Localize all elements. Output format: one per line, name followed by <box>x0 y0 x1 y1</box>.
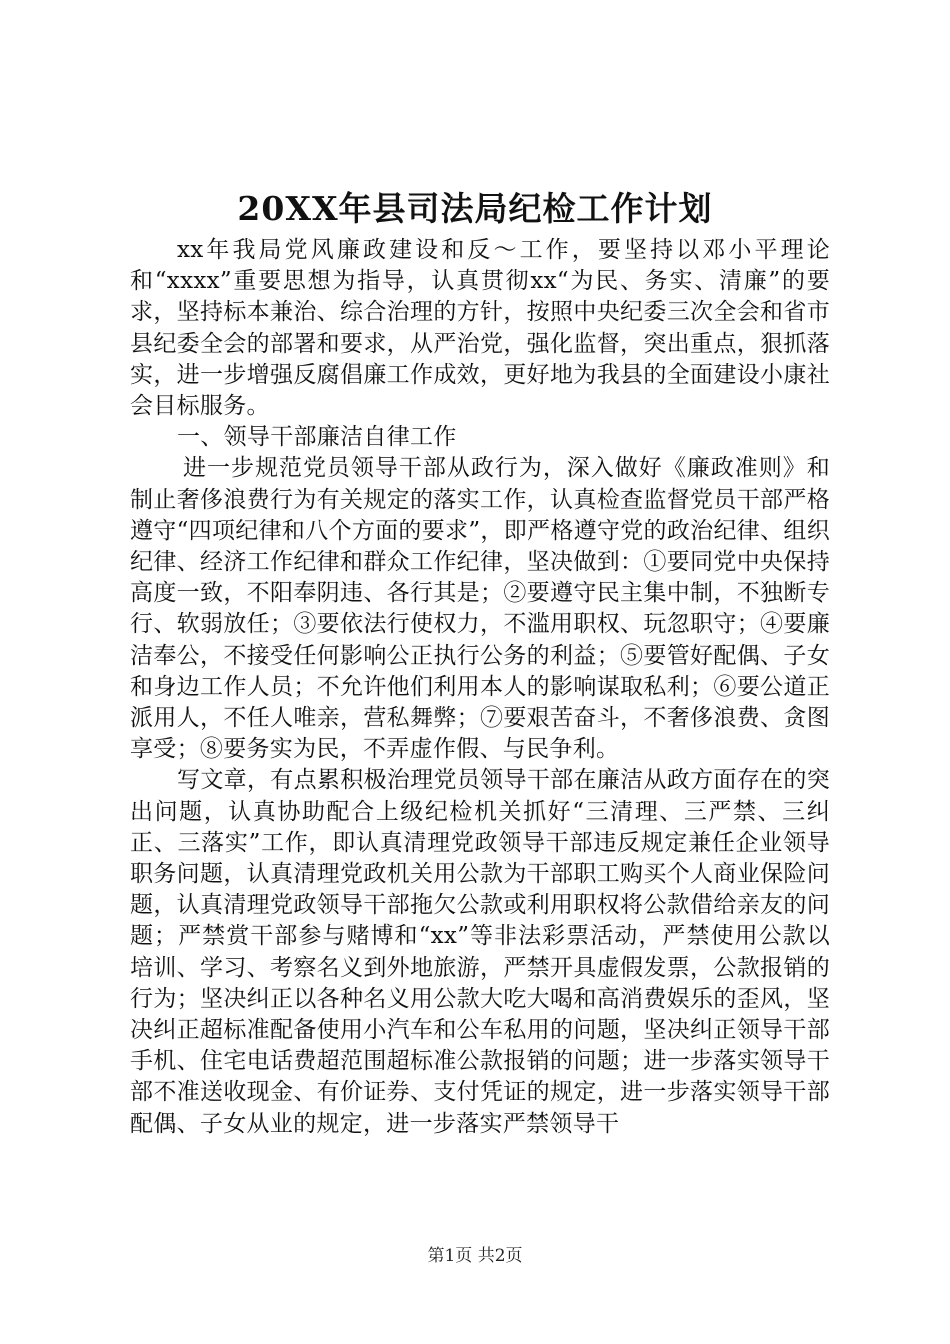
section-1-paragraph: 进一步规范党员领导干部从政行为，深入做好《廉政准则》和制止奢侈浪费行为有关规定的落实工作，认真检查监督党员干部严格遵守“四项纪律和八个方面的要求”，即严格遵守党的政治纪律、组织纪律、经济工作纪律和群众工作纪律，坚决做到：①要同党中央保持高度一致，不阳奉阴违、各行其是；②要遵守民主集中制，不独断专行、软弱放任；③要依法行使权力，不滥用职权、玩忽职守；④要廉洁奉公，不接受任何影响公正执行公务的利益；⑤要管好配偶、子女和身边工作人员；不允许他们利用本人的影响谋取私利；⑥要公道正派用人，不任人唯亲，营私舞弊；⑦要艰苦奋斗，不奢侈浪费、贪图享受；⑧要务实为民，不弄虚作假、与民争利。 <box>130 455 830 763</box>
page-number-footer: 第1页 共2页 <box>427 1246 523 1266</box>
document-body <box>130 235 830 1140</box>
section-1-paragraph-2: 写文章，有点累积极治理党员领导干部在廉洁从政方面存在的突出问题，认真协助配合上级纪检机关抓好“三清理、三严禁、三纠正、三落实”工作，即认真清理党政领导干部违反规定兼任企业领导职务问题，认真清理党政机关用公款为干部职工购买个人商业保险问题，认真清理党政领导干部拖欠公款或利用职权将公款借给亲友的问题；严禁赏干部参与赌博和“xx”等非法彩票活动，严禁使用公款以培训、学习、考察名义到外地旅游，严禁开具虚假发票，公款报销的行为；坚决纠正以各种名义用公款大吃大喝和高消费娱乐的歪风，坚决纠正超标准配备使用小汽车和公车私用的问题，坚决纠正领导干部手机、住宅电话费超范围超标准公款报销的问题；进一步落实领导干部不准送收现金、有价证券、支付凭证的规定，进一步落实领导干部配偶、子女从业的规定，进一步落实严禁领导干 <box>130 767 830 1137</box>
document-title: 20XX年县司法局纪检工作计划 <box>237 189 713 228</box>
intro-paragraph: xx年我局党风廉政建设和反～工作，要坚持以邓小平理论和“xxxx”重要思想为指导，认真贯彻xx“为民、务实、清廉”的要求，坚持标本兼治、综合治理的方针，按照中央纪委三次全会和省市县纪委全会的部署和要求，从严治党，强化监督，突出重点，狠抓落实，进一步增强反腐倡廉工作成效，更好地为我县的全面建设小康社会目标服务。 <box>130 237 830 420</box>
section-heading-1: 一、领导干部廉洁自律工作 <box>177 424 457 451</box>
